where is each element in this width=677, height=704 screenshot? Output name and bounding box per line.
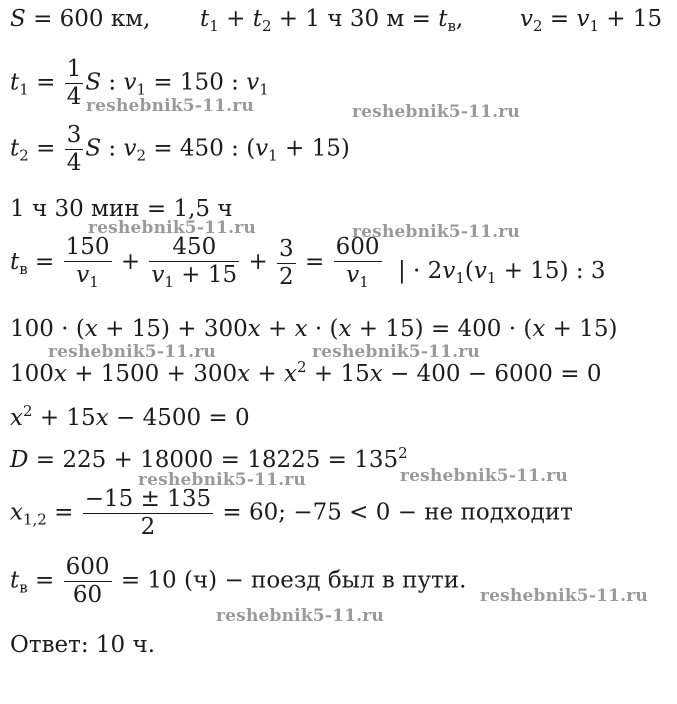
final-answer: Ответ: 10 ч. xyxy=(10,632,156,658)
watermark-1: reshebnik5-11.ru xyxy=(86,96,254,116)
given-speed-relation: $v_2 = v_1 + 15$ xyxy=(520,6,663,35)
watermark-6: reshebnik5-11.ru xyxy=(312,342,480,362)
travel-time-result: $t_в$ = $\frac{600}{60}$ = 10 (ч) − поезд был в пути. xyxy=(10,554,467,608)
watermark-4: reshebnik5-11.ru xyxy=(352,222,520,242)
time-conversion: 1 ч 30 мин = 1,5 ч xyxy=(10,196,233,222)
t2-equation: $t_2$ = $\frac{3}{4}$ S : $v_2 = 450$ : $(v_1 + 15)$ xyxy=(10,122,350,176)
total-time-equation: $t_в$ = $\frac{150}{v_1}$ + $\frac{450}{v_1 + 15}$ + $\frac{3}{2}$ = $\frac{600}{v_1}$ xyxy=(10,234,380,291)
watermark-5: reshebnik5-11.ru xyxy=(48,342,216,362)
multiplier-note: | · $2v_1(v_1 + 15)$ : 3 xyxy=(398,258,606,287)
t1-equation: $t_1$ = $\frac{1}{4}$ S : $v_1 = 150$ : $v_1$ xyxy=(10,56,269,110)
expanded-equation: 100 · (x + 15) + 300x + x · (x + 15) = 400 · (x + 15) xyxy=(10,316,618,342)
watermark-9: reshebnik5-11.ru xyxy=(480,586,648,606)
watermark-3: reshebnik5-11.ru xyxy=(88,218,256,238)
watermark-7: reshebnik5-11.ru xyxy=(138,470,306,490)
watermark-2: reshebnik5-11.ru xyxy=(352,102,520,122)
given-time-sum: $t_1 + t_2 + 1$ ч 30 $м = t_в$, xyxy=(200,6,464,35)
given-distance: S = 600 км, xyxy=(10,6,151,32)
quadratic-equation: $x^2 + 15x - 4500 = 0$ xyxy=(10,402,250,431)
opened-brackets: $100x + 1500 + 300x + x^2 + 15x - 400 - 6000 = 0$ xyxy=(10,358,602,387)
roots-equation: $x_{1,2}$ = $\frac{-15 \pm 135}{2}$ = 60; −75 < 0 − не подходит xyxy=(10,486,573,540)
discriminant: $D = 225 + 18000 = 18225 = 135^2$ xyxy=(10,444,408,473)
watermark-8: reshebnik5-11.ru xyxy=(400,466,568,486)
watermark-10: reshebnik5-11.ru xyxy=(216,606,384,626)
